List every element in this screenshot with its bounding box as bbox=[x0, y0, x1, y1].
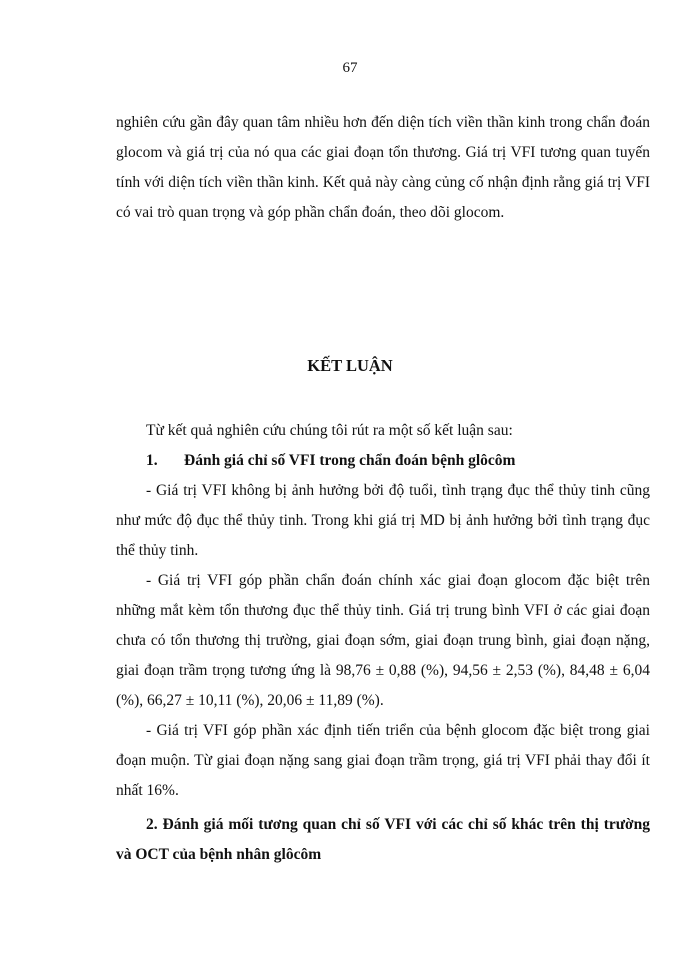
bullet-paragraph: - Giá trị VFI góp phần xác định tiến triển của bệnh glocom đặc biệt trong giai đoạn muộn. Từ giai đoạn nặng sang giai đoạn trầm trọng, giá trị VFI phải thay đổi ít nhất 16%. bbox=[116, 722, 650, 799]
section-1-heading bbox=[116, 446, 650, 476]
lead-sentence: Từ kết quả nghiên cứu chúng tôi rút ra một số kết luận sau: bbox=[146, 422, 513, 439]
section-2-heading: 2. Đánh giá mối tương quan chỉ số VFI với các chỉ số khác trên thị trường và OCT của bệnh nhân glôcôm bbox=[116, 816, 650, 863]
bullet-paragraph: - Giá trị VFI không bị ảnh hưởng bởi độ tuổi, tình trạng đục thể thủy tinh cũng như mức độ đục thể thủy tinh. Trong khi giá trị MD bị ảnh hưởng bởi tình trạng đục thể thủy tinh. bbox=[116, 482, 650, 559]
conclusion-heading: KẾT LUẬN bbox=[307, 356, 393, 375]
bullet-paragraph: - Giá trị VFI góp phần chẩn đoán chính xác giai đoạn glocom đặc biệt trên những mắt kèm tổn thương đục thể thủy tinh. Giá trị trung bình VFI ở các giai đoạn chưa có tổn thương thị trường, giai đoạn sớm, giai đoạn trung bình, giai đoạn nặng, giai đoạn trầm trọng tương ứng là 98,76 ± 0,88 (%), 94,56 ± 2,53 (%), 84,48 ± 6,04 (%), 66,27 ± 10,11 (%), 20,06 ± 11,89 (%). bbox=[116, 572, 650, 709]
section-1-number: 1. bbox=[146, 452, 158, 469]
section-1-title: Đánh giá chỉ số VFI trong chẩn đoán bệnh glôcôm bbox=[184, 452, 516, 469]
page-number: 67 bbox=[342, 60, 358, 76]
conclusion-body bbox=[116, 416, 650, 870]
intro-paragraph: nghiên cứu gần đây quan tâm nhiều hơn đến diện tích viền thần kinh trong chẩn đoán glocom và giá trị của nó qua các giai đoạn tổn thương. Giá trị VFI tương quan tuyến tính với diện tích viền thần kinh. Kết quả này càng củng cố nhận định rằng giá trị VFI có vai trò quan trọng và góp phần chẩn đoán, theo dõi glocom. bbox=[116, 114, 650, 221]
